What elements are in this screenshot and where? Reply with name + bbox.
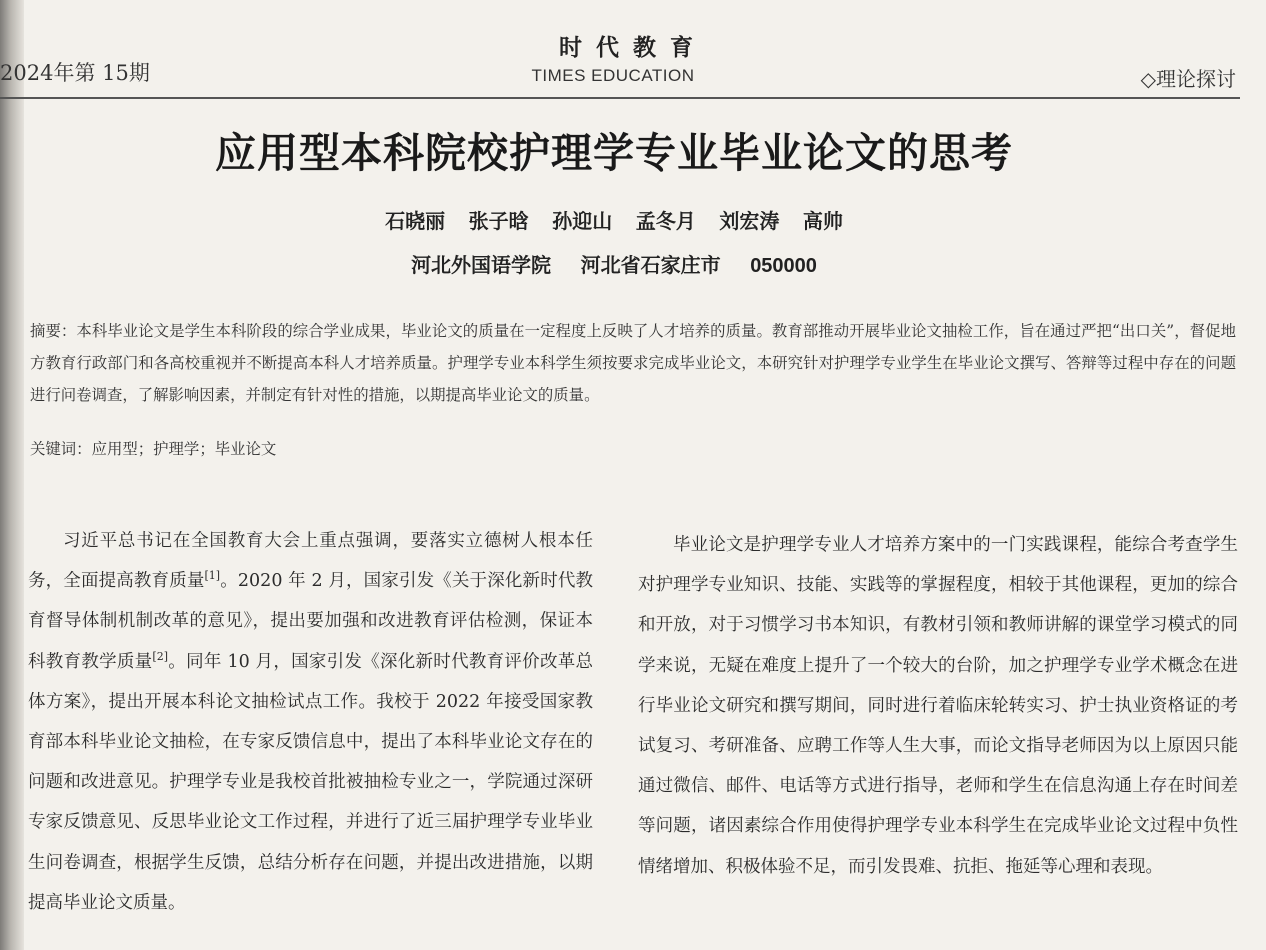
citation-ref: [1]	[204, 569, 221, 583]
article-title: 应用型本科院校护理学专业毕业论文的思考	[215, 129, 1013, 177]
journal-name-en: TIMES EDUCATION	[531, 66, 695, 85]
column-label: ◇理论探讨	[1140, 67, 1236, 91]
body-paragraph: 毕业论文是护理学专业人才培养方案中的一门实践课程，能综合考查学生对护理学专业知识、技能、实践等的掌握程度，相较于其他课程，更加的综合和开放，对于习惯学习书本知识，有教材引领和教师讲解的课堂学习模式的同学来说，无疑在难度上提升了一个较大的台阶，加之护理学专业学术概念在进行毕业论文研究和撰写期间，同时进行着临床轮转实习、护士执业资格证的考试复习、考研准备、应聘工作等人生大事，而论文指导老师因为以上原因只能通过微信、邮件、电话等方式进行指导，老师和学生在信息沟通上存在时间差等问题，诸因素综合作用使得护理学专业本科学生在完成毕业论文过程中负性情绪增加、积极体验不足，而引发畏难、抗拒、拖延等心理和表现。	[638, 535, 1238, 877]
abstract-text: 本科毕业论文是学生本科阶段的综合学业成果，毕业论文的质量在一定程度上反映了人才培养的质量。教育部推动开展毕业论文抽检工作，旨在通过严把“出口关”，督促地方教育行政部门和各高校重视并不断提高本科人才培养质量。护理学专业本科学生须按要求完成毕业论文，本研究针对护理学专业学生在毕业论文撰写、答辩等过程中存在的问题进行问卷调查，了解影响因素，并制定有针对性的措施，以期提高毕业论文的质量。	[30, 322, 1236, 404]
paragraph-text: 。同年 10 月，国家引发《深化新时代教育评价改革总体方案》，提出开展本科论文抽检试点工作。我校于 2022 年接受国家教育部本科毕业论文抽检，在专家反馈信息中，提出了本科毕业论文存在的问题和改进意见。护理学专业是我校首批被抽检专业之一，学院通过深研专家反馈意见、反思毕业论文工作过程，并进行了近三届护理学专业毕业生问卷调查，根据学生反馈，总结分析存在问题，并提出改进措施，以期提高毕业论文质量。	[28, 651, 593, 913]
paragraph-text: 习近平总书记在全国教育大会上重点强调，要落实立德树人根本任务，全面提高教育质量	[28, 531, 593, 592]
affiliation	[0, 249, 1228, 278]
issue-label: 2024年第 15期	[0, 61, 150, 85]
author-name: 石晓丽	[385, 211, 446, 233]
keywords-label: 关键词：	[30, 440, 92, 458]
author-name: 刘宏涛	[719, 211, 780, 233]
abstract	[30, 315, 1236, 411]
author-name: 孙迎山	[552, 211, 613, 233]
body-column-left	[28, 521, 593, 923]
paragraph-text: 。2020 年 2 月，国家引发《关于深化新时代教育督导体制机制改革的意见》，提出要加强和改进教育评估检测，保证本科教育教学质量	[28, 571, 593, 672]
affiliation-postcode: 050000	[750, 255, 817, 277]
author-name: 张子晗	[468, 211, 529, 233]
author-name: 高帅	[802, 211, 843, 233]
body-column-right	[638, 525, 1238, 887]
abstract-label: 摘要：	[30, 322, 77, 340]
journal-name-cn: 时代教育	[559, 34, 707, 61]
affiliation-institution: 河北外国语学院	[411, 255, 552, 277]
author-name: 孟冬月	[635, 211, 696, 233]
author-list	[0, 205, 1228, 234]
body-paragraph	[28, 521, 593, 923]
header-rule	[0, 97, 1240, 99]
citation-ref: [2]	[152, 649, 169, 663]
affiliation-city: 河北省石家庄市	[580, 255, 721, 277]
keywords-text: 应用型；护理学；毕业论文	[91, 440, 277, 458]
keywords	[30, 437, 276, 459]
